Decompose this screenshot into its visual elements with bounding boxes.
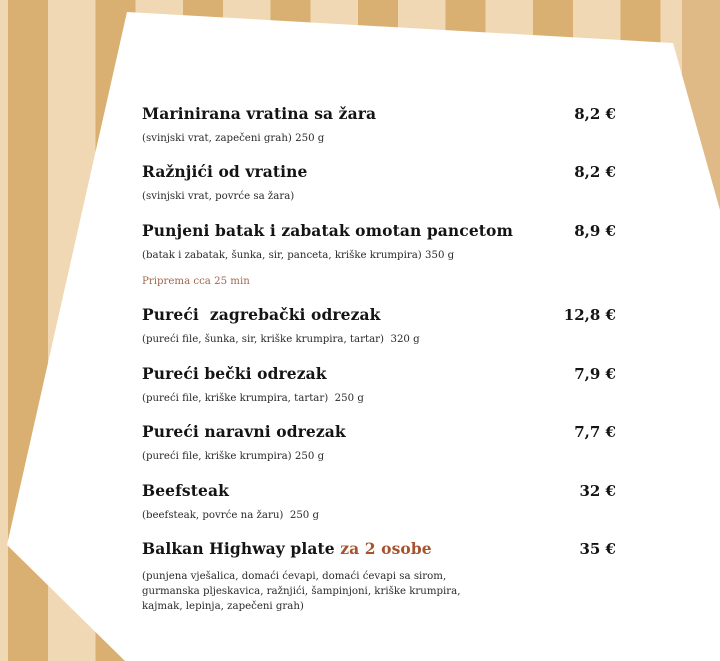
description-line: gurmanska pljeskavica, ražnjići, šampinjoni, kriške krumpira, <box>142 586 461 597</box>
item-description: (pureći file, kriške krumpira, tartar) 250 g <box>142 393 364 404</box>
menu-item <box>142 421 616 464</box>
item-price: 12,8 € <box>563 306 616 324</box>
item-name: Punjeni batak i zabatak omotan pancetom <box>142 221 513 240</box>
item-price: 8,9 € <box>574 222 616 240</box>
item-description: (batak i zabatak, šunka, sir, panceta, kriške krumpira) 350 g <box>142 250 455 261</box>
item-price: 32 € <box>579 482 616 500</box>
item-price: 7,9 € <box>574 365 616 383</box>
item-description: (svinjski vrat, povrće sa žara) <box>142 191 295 202</box>
item-price: 7,7 € <box>574 423 616 441</box>
menu-item <box>142 161 616 204</box>
item-description: (pureći file, šunka, sir, kriške krumpira, tartar) 320 g <box>142 334 420 345</box>
description-line: kajmak, lepinja, zapečeni grah) <box>142 601 304 612</box>
description-line: (punjena vješalica, domaći ćevapi, domaći ćevapi sa sirom, <box>142 571 447 582</box>
item-price: 8,2 € <box>574 163 616 181</box>
item-name: Ražnjići od vratine <box>142 162 308 181</box>
item-description <box>142 569 616 614</box>
item-description: (svinjski vrat, zapečeni grah) 250 g <box>142 133 325 144</box>
menu-item <box>142 363 616 406</box>
menu-item <box>142 220 616 289</box>
item-description: (beefsteak, povrće na žaru) 250 g <box>142 510 320 521</box>
menu-item <box>142 538 616 614</box>
item-description: (pureći file, kriške krumpira) 250 g <box>142 451 325 462</box>
item-name: Pureći naravni odrezak <box>142 422 346 441</box>
menu-item <box>142 304 616 347</box>
preparation-time-note: Priprema cca 25 min <box>142 276 250 287</box>
item-name: Pureći zagrebački odrezak <box>142 305 381 324</box>
menu-item <box>142 103 616 146</box>
item-name-accent: za 2 osobe <box>340 539 432 558</box>
item-name: Marinirana vratina sa žara <box>142 104 377 123</box>
item-name-main: Balkan Highway plate <box>142 539 335 558</box>
item-name: Pureći bečki odrezak <box>142 364 327 383</box>
item-price: 35 € <box>579 540 616 558</box>
menu-item <box>142 480 616 523</box>
item-name <box>142 538 432 560</box>
item-price: 8,2 € <box>574 105 616 123</box>
item-name: Beefsteak <box>142 481 229 500</box>
